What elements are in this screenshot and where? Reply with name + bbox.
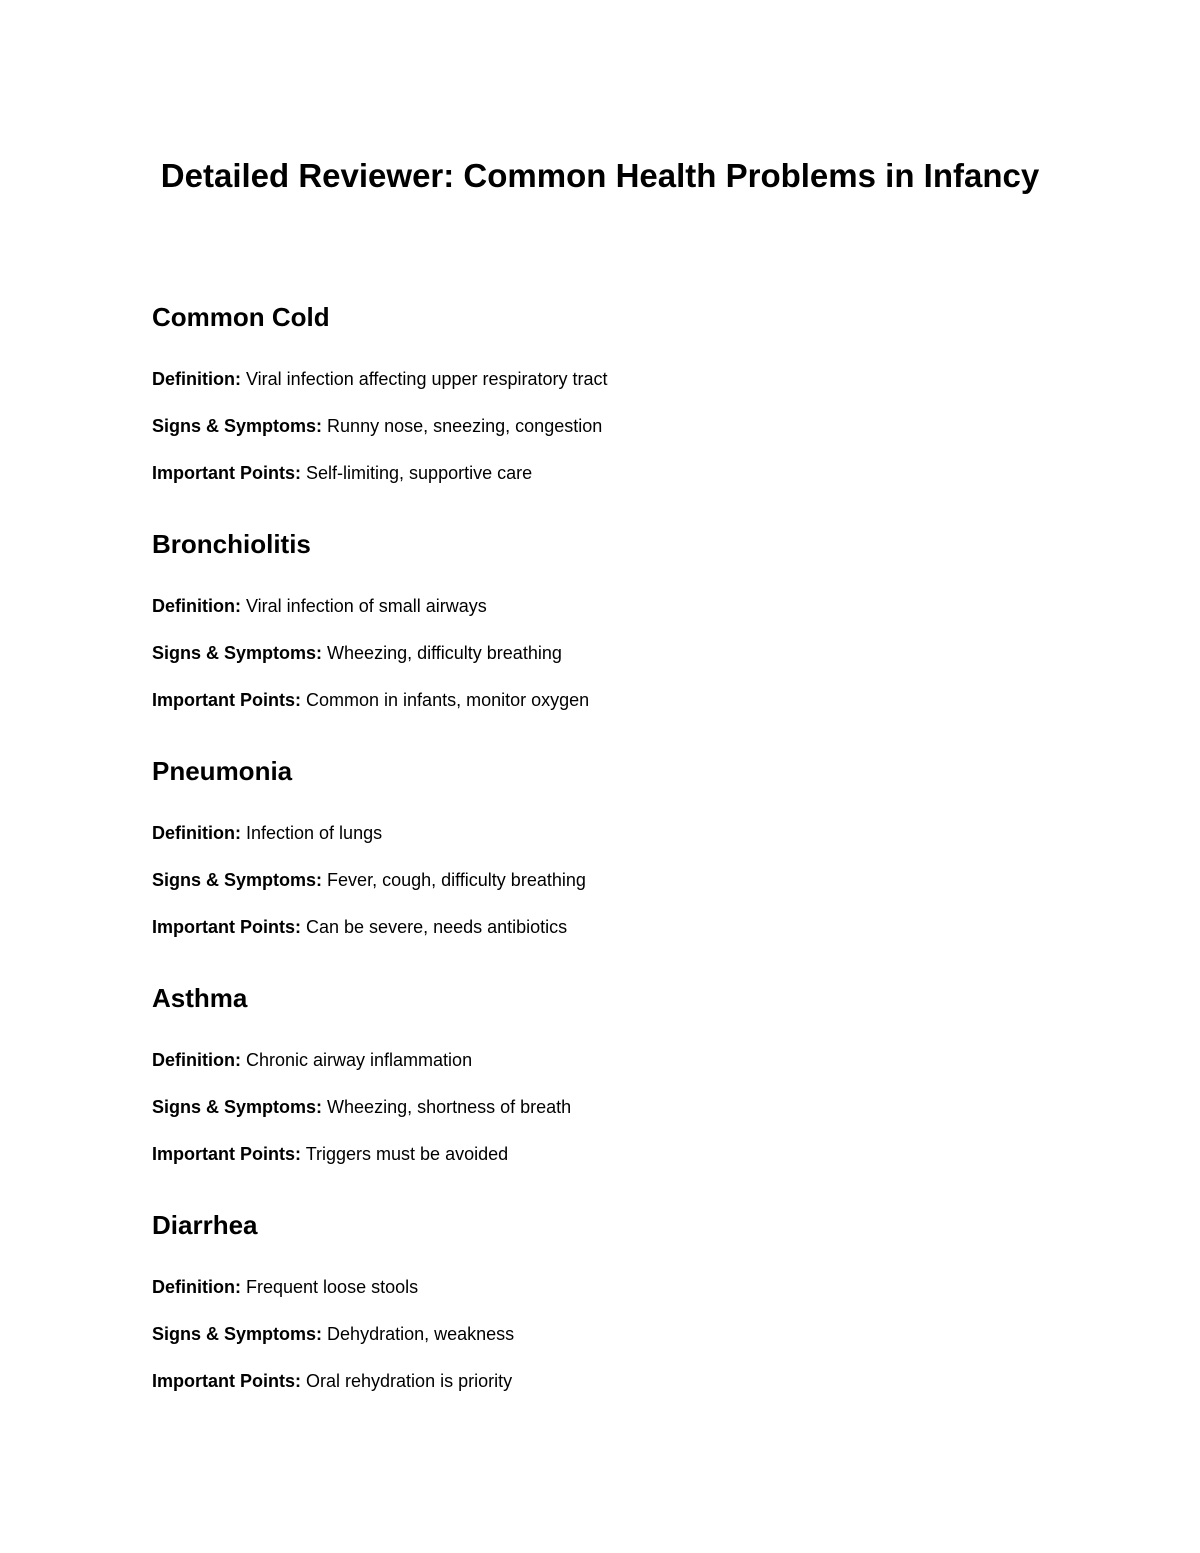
signs-value: Runny nose, sneezing, congestion	[327, 416, 603, 436]
definition-label: Definition:	[152, 596, 241, 616]
definition-line	[152, 821, 1052, 845]
section-pneumonia	[152, 753, 1052, 939]
section-heading: Bronchiolitis	[152, 529, 311, 559]
signs-label: Signs & Symptoms:	[152, 870, 323, 890]
signs-line	[152, 414, 1052, 438]
important-label: Important Points:	[152, 463, 301, 483]
definition-value: Infection of lungs	[246, 823, 383, 843]
signs-label: Signs & Symptoms:	[152, 416, 323, 436]
signs-line	[152, 1322, 1052, 1346]
signs-value: Wheezing, shortness of breath	[327, 1097, 572, 1117]
important-label: Important Points:	[152, 690, 301, 710]
signs-label: Signs & Symptoms:	[152, 1097, 323, 1117]
definition-label: Definition:	[152, 1050, 241, 1070]
important-value: Oral rehydration is priority	[306, 1371, 513, 1391]
section-bronchiolitis	[152, 526, 1052, 712]
important-value: Can be severe, needs antibiotics	[306, 917, 568, 937]
section-heading: Asthma	[152, 983, 248, 1013]
definition-label: Definition:	[152, 369, 241, 389]
important-line	[152, 461, 1052, 485]
signs-label: Signs & Symptoms:	[152, 1324, 323, 1344]
important-line	[152, 1142, 1052, 1166]
signs-value: Dehydration, weakness	[327, 1324, 515, 1344]
important-value: Common in infants, monitor oxygen	[306, 690, 590, 710]
definition-line	[152, 594, 1052, 618]
section-asthma	[152, 980, 1052, 1166]
important-label: Important Points:	[152, 1144, 301, 1164]
section-heading: Pneumonia	[152, 756, 293, 786]
signs-line	[152, 1095, 1052, 1119]
signs-line	[152, 868, 1052, 892]
definition-value: Frequent loose stools	[246, 1277, 419, 1297]
section-diarrhea	[152, 1207, 1052, 1393]
definition-line	[152, 1275, 1052, 1299]
signs-value: Fever, cough, difficulty breathing	[327, 870, 586, 890]
definition-value: Chronic airway inflammation	[246, 1050, 473, 1070]
important-label: Important Points:	[152, 1371, 301, 1391]
important-value: Triggers must be avoided	[305, 1144, 509, 1164]
section-heading: Common Cold	[152, 302, 330, 332]
important-value: Self-limiting, supportive care	[306, 463, 533, 483]
document-title: Detailed Reviewer: Common Health Problems in Infancy	[160, 157, 1040, 194]
definition-label: Definition:	[152, 1277, 241, 1297]
section-common-cold	[152, 299, 1052, 485]
definition-line	[152, 367, 1052, 391]
signs-line	[152, 641, 1052, 665]
definition-value: Viral infection affecting upper respiratory tract	[246, 369, 608, 389]
important-line	[152, 1369, 1052, 1393]
definition-label: Definition:	[152, 823, 241, 843]
section-heading: Diarrhea	[152, 1210, 258, 1240]
definition-value: Viral infection of small airways	[246, 596, 487, 616]
important-line	[152, 688, 1052, 712]
definition-line	[152, 1048, 1052, 1072]
signs-label: Signs & Symptoms:	[152, 643, 323, 663]
important-line	[152, 915, 1052, 939]
important-label: Important Points:	[152, 917, 301, 937]
signs-value: Wheezing, difficulty breathing	[327, 643, 562, 663]
